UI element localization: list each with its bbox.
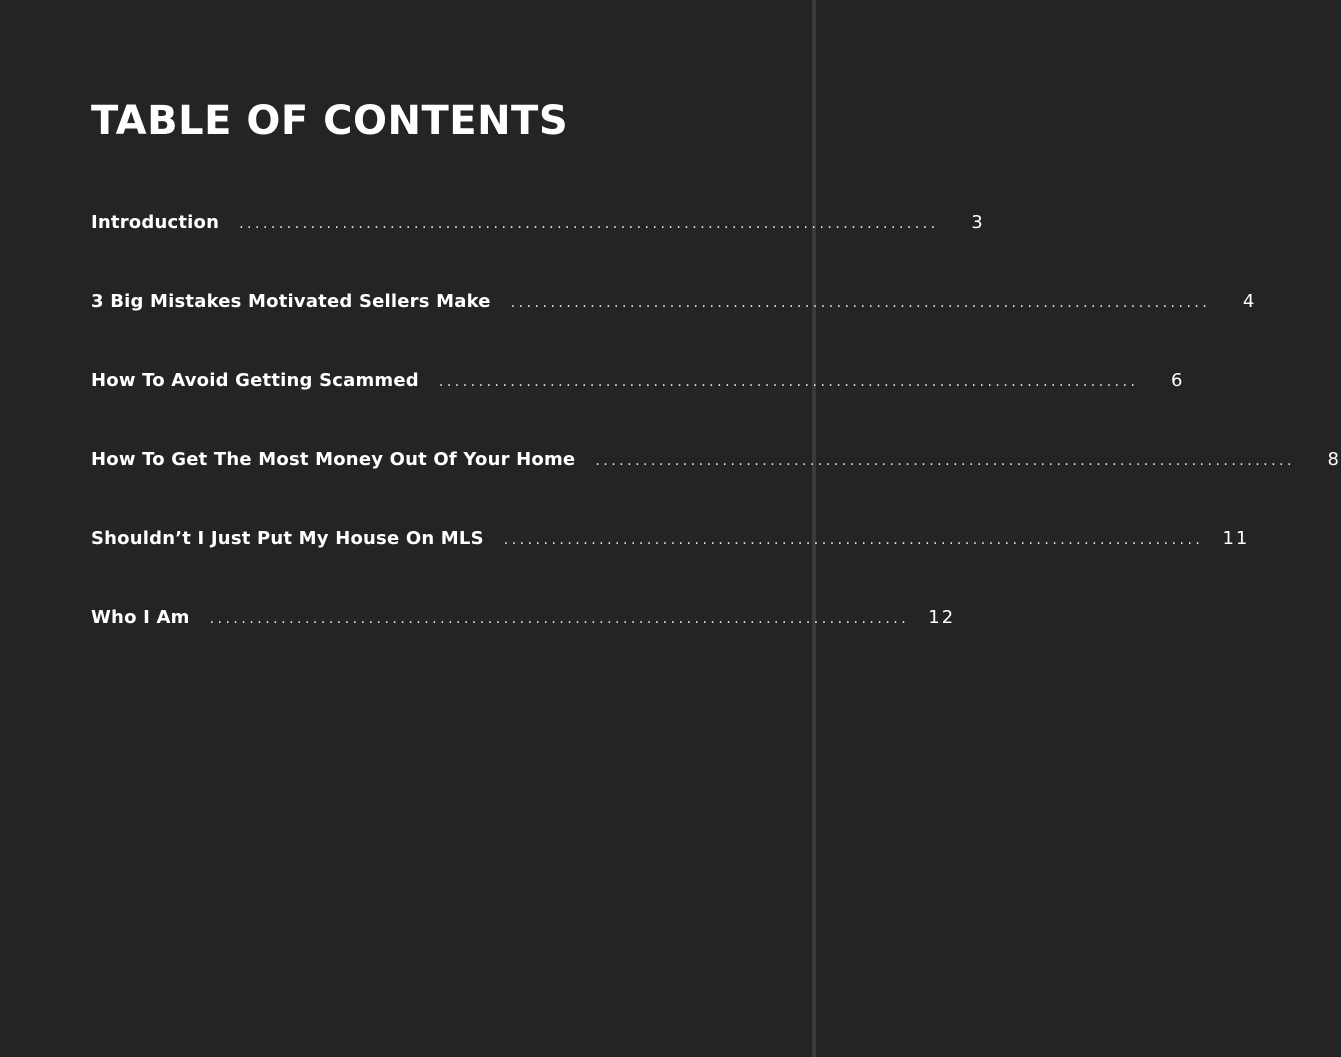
dot-leader: ........................................................................................: [209, 611, 910, 627]
dot-leader: ........................................................................................: [438, 374, 1139, 390]
toc-entry-title: Who I Am: [91, 607, 190, 628]
toc-entry-title: 3 Big Mistakes Motivated Sellers Make: [91, 291, 491, 312]
dot-leader: ........................................................................................: [510, 295, 1211, 311]
toc-entry-page-number: 3: [971, 212, 985, 233]
toc-entry-title: Shouldn’t I Just Put My House On MLS: [91, 528, 484, 549]
toc-entry-title: Introduction: [91, 212, 220, 233]
toc-entry-avoid-scams[interactable]: [91, 367, 1185, 446]
toc-entry-title: How To Get The Most Money Out Of Your Home: [91, 449, 576, 470]
toc-entry-who-i-am[interactable]: [91, 604, 956, 683]
toc-entry-page-number: 6: [1171, 370, 1185, 391]
dot-leader: ........................................................................................: [503, 532, 1204, 548]
toc-entry-big-mistakes[interactable]: [91, 288, 1257, 367]
page-title: TABLE OF CONTENTS: [91, 98, 569, 144]
toc-entry-mls[interactable]: [91, 525, 1250, 604]
toc-entry-title: How To Avoid Getting Scammed: [91, 370, 419, 391]
toc-list: [91, 209, 1341, 683]
dot-leader: ........................................................................................: [595, 453, 1295, 469]
toc-entry-introduction[interactable]: [91, 209, 985, 288]
toc-entry-page-number: 4: [1242, 291, 1257, 312]
dot-leader: ........................................................................................: [239, 216, 939, 232]
toc-entry-page-number: 11: [1222, 528, 1250, 549]
toc-entry-page-number: 8: [1327, 449, 1341, 470]
toc-entry-page-number: 12: [928, 607, 956, 628]
toc-entry-most-money[interactable]: [91, 446, 1341, 525]
